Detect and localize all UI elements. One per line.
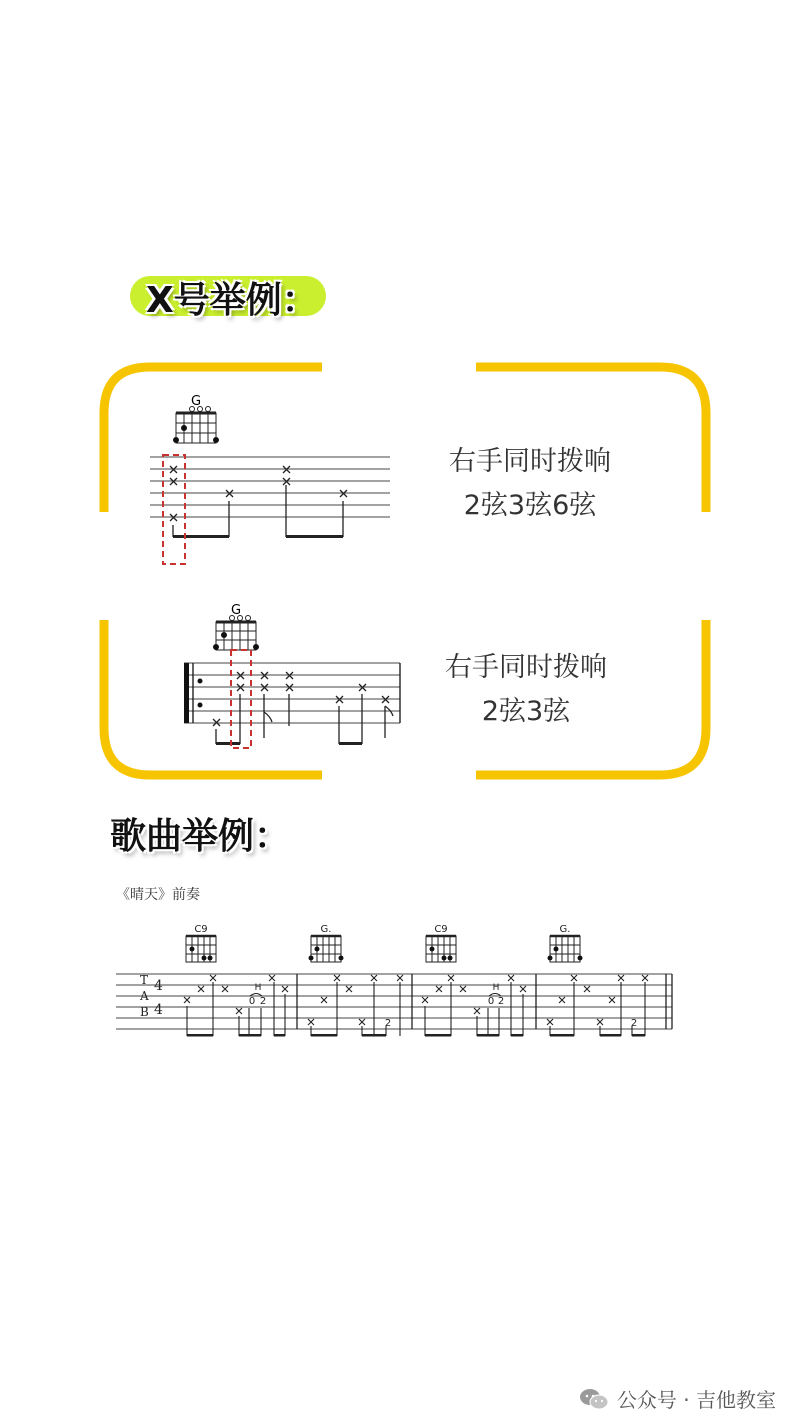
song-chord-diagrams [186, 936, 580, 962]
chord-name-c9-2: C9 [434, 924, 448, 935]
example1-chord-diagram [176, 407, 216, 444]
footer-attribution [579, 1384, 776, 1413]
tab-letter-b: B [140, 1005, 149, 1019]
hammer-label-2: H [492, 983, 500, 993]
section-title-x-examples: X号举例： [146, 280, 318, 321]
chord-name-g-1: G. [320, 924, 332, 935]
hammer-label-1: H [254, 983, 262, 993]
example1-desc-line2: 2弦3弦6弦 [463, 490, 597, 521]
song-title: 《晴天》前奏 [116, 887, 200, 903]
example1-tab [140, 385, 400, 585]
wechat-icon [579, 1388, 609, 1410]
chord-name-c9-1: C9 [194, 924, 208, 935]
fret-number-2-4: 2 [630, 1018, 638, 1029]
fret-number-2-2: 2 [384, 1018, 392, 1029]
example2-chord-name: G [230, 603, 242, 618]
time-signature-bottom: 4 [154, 1002, 163, 1018]
example1-highlight-box [163, 455, 185, 564]
fret-number-2-3: 2 [497, 996, 505, 1007]
fret-number-0-2: 0 [487, 996, 495, 1007]
example2-tab [160, 598, 420, 768]
chord-name-g-2: G. [559, 924, 571, 935]
example1-desc-line1: 右手同时拨响 [449, 446, 611, 477]
example2-staff [184, 663, 400, 723]
fret-number-0-1: 0 [248, 996, 256, 1007]
time-signature-top: 4 [154, 978, 163, 994]
example2-desc-line2: 2弦3弦 [481, 696, 571, 727]
song-staff [116, 974, 672, 1029]
example1-chord-name: G [190, 394, 202, 409]
footer-text: 公众号 · 吉他教室 [616, 1388, 776, 1412]
tab-letter-t: T [140, 973, 149, 987]
example2-desc-line1: 右手同时拨响 [445, 652, 607, 683]
song-tab [116, 918, 676, 1048]
example2-chord-diagram [216, 616, 256, 651]
section-title-song-examples: 歌曲举例： [110, 816, 291, 857]
fret-number-2-1: 2 [259, 996, 267, 1007]
tab-letter-a: A [140, 989, 149, 1003]
